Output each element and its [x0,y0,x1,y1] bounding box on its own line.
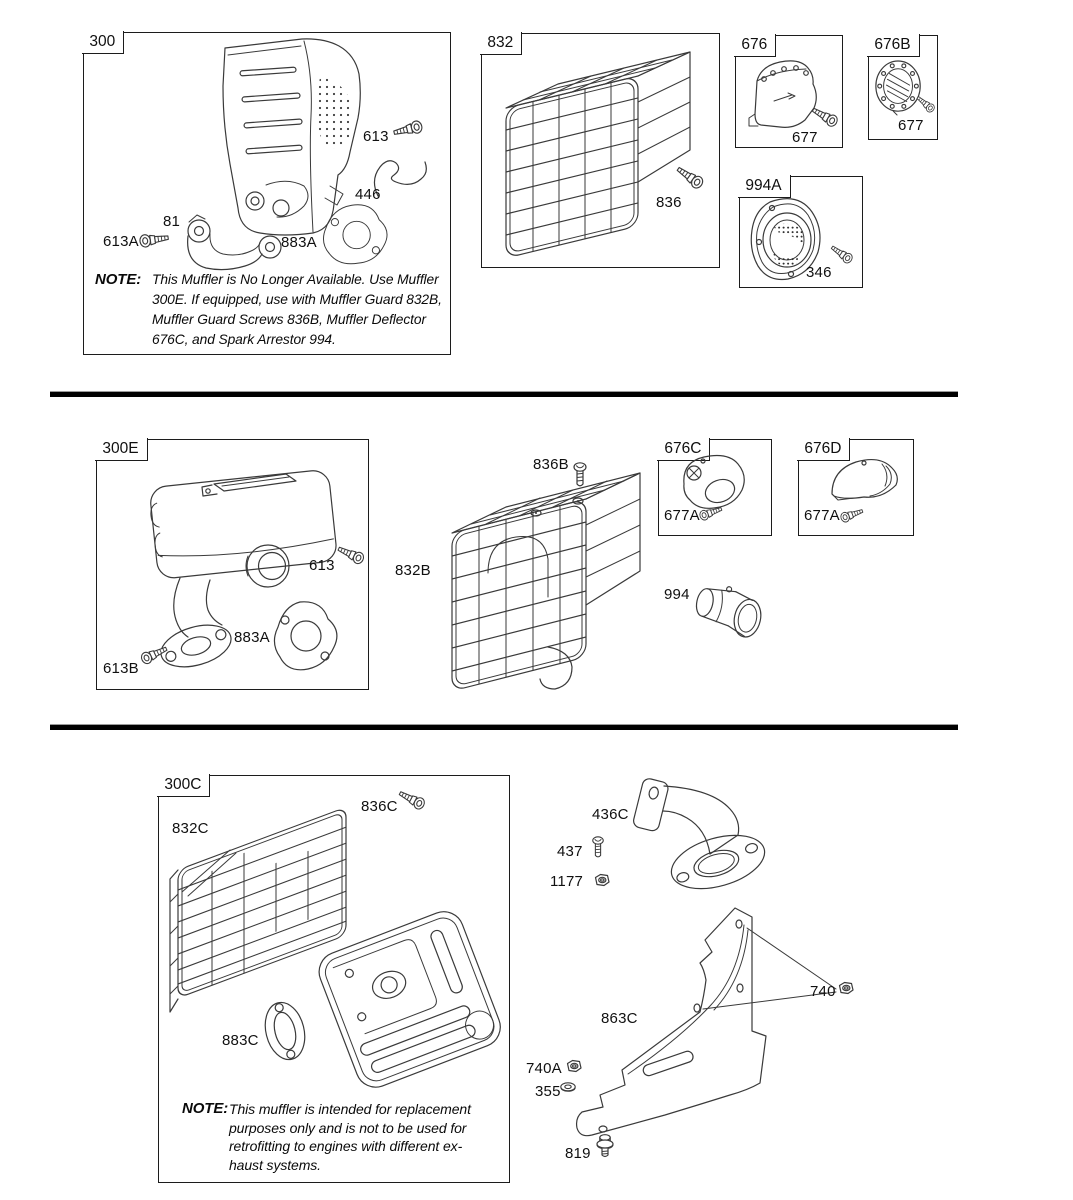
part-box-832-label: 832 [480,32,522,55]
callout-1177: 1177 [550,873,584,890]
note-300c-line: retrofitting to engines with different ex- [229,1138,463,1154]
nut-1177-icon [592,872,612,888]
callout-740: 740 [810,983,836,1000]
callout-613b: 613B [103,660,139,677]
deflector-676-drawing [744,56,818,138]
callout-437: 437 [557,843,583,860]
screw-437-icon [591,835,605,860]
spark-arrestor-994-drawing [690,580,772,652]
part-box-300-label: 300 [82,31,124,54]
callout-836b: 836B [533,456,569,473]
part-box-300e-label: 300E [95,438,147,461]
exhaust-elbow-436c-drawing [626,774,784,898]
callout-81: 81 [163,213,181,230]
callout-613-mid: 613 [309,557,335,574]
callout-346: 346 [806,264,832,281]
callout-740a: 740A [526,1060,562,1077]
callout-819: 819 [565,1145,591,1162]
callout-883a-mid: 883A [234,629,270,646]
muffler-300c-drawing [316,890,511,1105]
note-300c-label: NOTE: [182,1100,229,1117]
note-300c-line: haust systems. [229,1156,321,1173]
part-box-676-label: 676 [734,34,776,57]
gasket-883c-drawing [258,996,312,1066]
callout-994: 994 [664,586,690,603]
note-300-line: 676C, and Spark Arrestor 994. [152,332,336,347]
muffler-guard-832-drawing [492,46,697,264]
callout-836c: 836C [361,798,398,815]
note-300-line: 300E. If equipped, use with Muffler Guard 832B, [152,292,442,307]
callout-613: 613 [363,128,389,145]
note-300-line: This Muffler is No Longer Available. Use Muffler [152,272,439,287]
section-divider-1 [50,391,958,397]
bracket-81-drawing [172,210,292,274]
washer-355-icon [559,1081,578,1095]
gasket-883a-mid-drawing [270,598,340,676]
callout-836: 836 [656,194,682,211]
deflector-676b-drawing [872,58,926,118]
part-box-676b-label: 676B [867,34,919,57]
note-300-label: NOTE: [95,271,142,288]
callout-863c: 863C [601,1010,638,1027]
part-box-994a-label: 994A [738,175,790,198]
note-300c [182,1100,500,1174]
callout-446: 446 [355,186,381,203]
note-300 [95,270,447,350]
callout-436c: 436C [592,806,629,823]
nut-740-icon [836,980,856,996]
muffler-guard-832b-drawing [436,455,661,705]
callout-832b: 832B [395,562,431,579]
section-divider-2 [50,724,958,730]
callout-832c: 832C [172,820,209,837]
note-300-line: Muffler Guard Screws 836B, Muffler Deflector [152,312,426,327]
callout-613a: 613A [103,233,139,250]
callout-677-676b: 677 [898,117,924,134]
deflector-676d-drawing [824,452,902,510]
callout-677-676: 677 [792,129,818,146]
part-box-676c-label: 676C [657,438,710,461]
callout-677a-676c: 677A [664,507,700,524]
gasket-883a-top-drawing [318,200,392,270]
callout-677a-676d: 677A [804,507,840,524]
note-300c-line: purposes only and is not to be used for [229,1119,467,1136]
callout-355: 355 [535,1083,561,1100]
part-box-676d-label: 676D [797,438,850,461]
nut-740a-icon [564,1058,584,1074]
bolt-819-icon [594,1132,617,1160]
callout-883a-top: 883A [281,234,317,251]
note-300c-line: This muffler is intended for replacement [229,1101,471,1117]
callout-883c: 883C [222,1032,259,1049]
part-box-300c-label: 300C [157,774,210,797]
